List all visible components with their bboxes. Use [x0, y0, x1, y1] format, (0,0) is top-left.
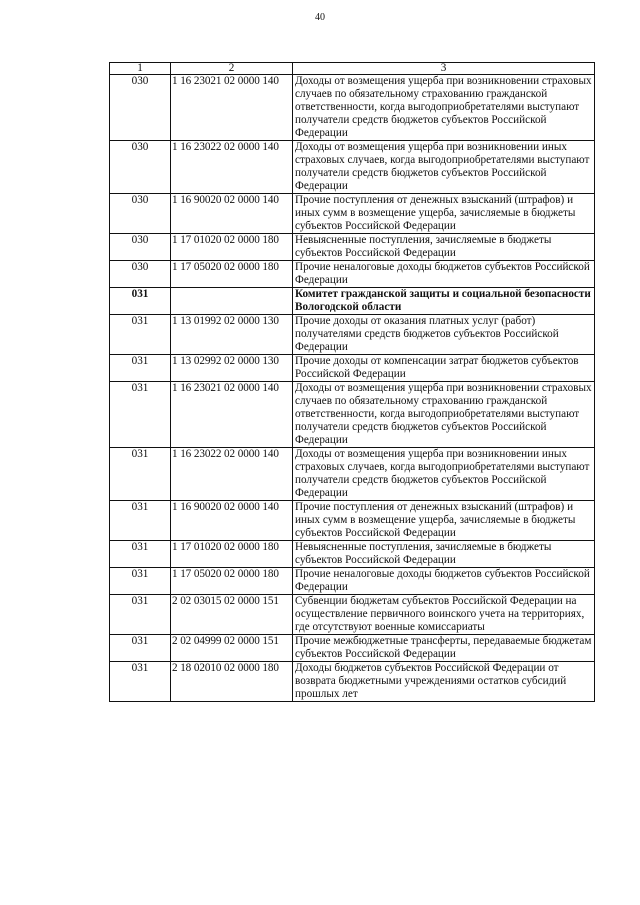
- income-code-cell: 1 13 02992 02 0000 130: [171, 355, 293, 382]
- admin-code-cell: 031: [110, 315, 171, 355]
- header-col-3: 3: [293, 63, 595, 75]
- admin-code-cell: 030: [110, 141, 171, 194]
- income-code-cell: 1 17 05020 02 0000 180: [171, 568, 293, 595]
- income-name-cell: Прочие поступления от денежных взысканий (штрафов) и иных сумм в возмещение ущерба, зачисляемые в бюджеты субъектов Российской Федерации: [293, 194, 595, 234]
- admin-code-cell: 031: [110, 568, 171, 595]
- table-body: [110, 75, 595, 702]
- income-code-cell: 1 16 90020 02 0000 140: [171, 194, 293, 234]
- admin-code-cell: 031: [110, 662, 171, 702]
- income-code-cell: 1 13 01992 02 0000 130: [171, 315, 293, 355]
- admin-code-cell: 031: [110, 595, 171, 635]
- admin-code-cell: 031: [110, 541, 171, 568]
- income-name-cell: Невыясненные поступления, зачисляемые в бюджеты субъектов Российской Федерации: [293, 234, 595, 261]
- income-name-cell: Субвенции бюджетам субъектов Российской Федерации на осуществление первичного воинского учета на территориях, где отсутствуют военные комиссариаты: [293, 595, 595, 635]
- income-code-cell: 2 02 03015 02 0000 151: [171, 595, 293, 635]
- table-row: [110, 315, 595, 355]
- income-code-cell: 1 17 01020 02 0000 180: [171, 234, 293, 261]
- income-name-cell: Прочие доходы от компенсации затрат бюджетов субъектов Российской Федерации: [293, 355, 595, 382]
- header-col-1: 1: [110, 63, 171, 75]
- table-row: [110, 662, 595, 702]
- income-name-cell: Комитет гражданской защиты и социальной безопасности Вологодской области: [293, 288, 595, 315]
- admin-code-cell: 031: [110, 355, 171, 382]
- table-row: [110, 194, 595, 234]
- table-row: [110, 75, 595, 141]
- income-name-cell: Невыясненные поступления, зачисляемые в бюджеты субъектов Российской Федерации: [293, 541, 595, 568]
- table-row: [110, 141, 595, 194]
- table-row: [110, 595, 595, 635]
- table-header: [110, 63, 595, 75]
- admin-code-cell: 031: [110, 288, 171, 315]
- table-section-row: [110, 288, 595, 315]
- income-name-cell: Доходы от возмещения ущерба при возникновении страховых случаев по обязательному страхованию гражданской ответственности, когда выгодоприобретателями выступают получатели средств бюджетов субъектов Российской Федерации: [293, 75, 595, 141]
- income-code-cell: 2 18 02010 02 0000 180: [171, 662, 293, 702]
- admin-code-cell: 031: [110, 448, 171, 501]
- income-name-cell: Доходы бюджетов субъектов Российской Федерации от возврата бюджетными учреждениями остатков субсидий прошлых лет: [293, 662, 595, 702]
- income-code-cell: 1 17 05020 02 0000 180: [171, 261, 293, 288]
- table-row: [110, 261, 595, 288]
- table-row: [110, 635, 595, 662]
- income-code-cell: 1 16 90020 02 0000 140: [171, 501, 293, 541]
- admin-code-cell: 030: [110, 75, 171, 141]
- income-name-cell: Прочие неналоговые доходы бюджетов субъектов Российской Федерации: [293, 261, 595, 288]
- income-name-cell: Прочие поступления от денежных взысканий (штрафов) и иных сумм в возмещение ущерба, зачисляемые в бюджеты субъектов Российской Федерации: [293, 501, 595, 541]
- income-code-cell: [171, 288, 293, 315]
- income-code-cell: 1 17 01020 02 0000 180: [171, 541, 293, 568]
- income-name-cell: Доходы от возмещения ущерба при возникновении иных страховых случаев, когда выгодоприобретателями выступают получатели средств бюджетов субъектов Российской Федерации: [293, 141, 595, 194]
- admin-code-cell: 031: [110, 635, 171, 662]
- income-name-cell: Прочие доходы от оказания платных услуг (работ) получателями средств бюджетов субъектов Российской Федерации: [293, 315, 595, 355]
- table-row: [110, 568, 595, 595]
- admin-code-cell: 031: [110, 501, 171, 541]
- table-row: [110, 382, 595, 448]
- income-name-cell: Прочие неналоговые доходы бюджетов субъектов Российской Федерации: [293, 568, 595, 595]
- income-name-cell: Доходы от возмещения ущерба при возникновении иных страховых случаев, когда выгодоприобретателями выступают получатели средств бюджетов субъектов Российской Федерации: [293, 448, 595, 501]
- income-name-cell: Доходы от возмещения ущерба при возникновении страховых случаев по обязательному страхованию гражданской ответственности, когда выгодоприобретателями выступают получатели средств бюджетов субъектов Российской Федерации: [293, 382, 595, 448]
- table-row: [110, 234, 595, 261]
- table-header-row: [110, 63, 595, 75]
- budget-classification-table: [109, 62, 595, 702]
- header-col-2: 2: [171, 63, 293, 75]
- page-number: 40: [315, 12, 325, 23]
- income-code-cell: 1 16 23021 02 0000 140: [171, 382, 293, 448]
- income-code-cell: 1 16 23022 02 0000 140: [171, 448, 293, 501]
- table-row: [110, 355, 595, 382]
- admin-code-cell: 031: [110, 382, 171, 448]
- income-code-cell: 1 16 23022 02 0000 140: [171, 141, 293, 194]
- admin-code-cell: 030: [110, 261, 171, 288]
- admin-code-cell: 030: [110, 194, 171, 234]
- income-code-cell: 1 16 23021 02 0000 140: [171, 75, 293, 141]
- income-name-cell: Прочие межбюджетные трансферты, передаваемые бюджетам субъектов Российской Федерации: [293, 635, 595, 662]
- table-row: [110, 541, 595, 568]
- income-code-cell: 2 02 04999 02 0000 151: [171, 635, 293, 662]
- table-row: [110, 501, 595, 541]
- admin-code-cell: 030: [110, 234, 171, 261]
- table-row: [110, 448, 595, 501]
